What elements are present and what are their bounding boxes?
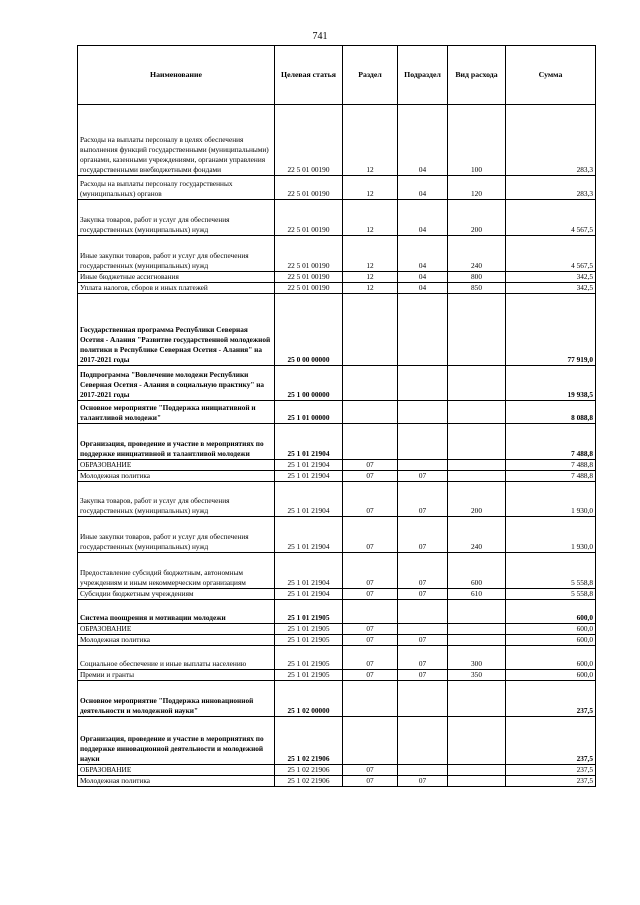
- cell-subsection: 07: [398, 553, 448, 589]
- cell-target-code: 25 1 01 21904: [275, 424, 343, 460]
- cell-expense-type: [448, 635, 506, 646]
- cell-section: 07: [343, 589, 398, 600]
- cell-expense-type: 200: [448, 482, 506, 517]
- cell-expense-type: [448, 776, 506, 787]
- cell-expense-type: [448, 294, 506, 366]
- table-row: [78, 471, 596, 482]
- cell-sum: 7 488,8: [506, 460, 596, 471]
- cell-target-code: 25 1 02 21906: [275, 776, 343, 787]
- cell-sum: 237,5: [506, 717, 596, 765]
- cell-section: 07: [343, 765, 398, 776]
- cell-sum: 600,0: [506, 646, 596, 670]
- page-number: 741: [312, 31, 328, 42]
- cell-sum: 8 088,8: [506, 401, 596, 424]
- cell-subsection: 07: [398, 635, 448, 646]
- table-row: [78, 776, 596, 787]
- cell-sum: 342,5: [506, 283, 596, 294]
- cell-expense-type: 240: [448, 236, 506, 272]
- cell-target-code: 22 5 01 00190: [275, 236, 343, 272]
- cell-target-code: 25 1 01 21904: [275, 460, 343, 471]
- table-row: [78, 294, 596, 366]
- cell-subsection: [398, 600, 448, 624]
- cell-expense-type: 800: [448, 272, 506, 283]
- budget-table: [77, 45, 596, 787]
- cell-subsection: 07: [398, 482, 448, 517]
- cell-subsection: 04: [398, 105, 448, 176]
- table-row: [78, 624, 596, 635]
- cell-sum: 4 567,5: [506, 236, 596, 272]
- table-row: [78, 236, 596, 272]
- cell-expense-type: [448, 600, 506, 624]
- cell-name: Молодежная политика: [78, 776, 275, 787]
- table-row: [78, 272, 596, 283]
- table-row: [78, 401, 596, 424]
- cell-target-code: 25 1 01 00000: [275, 401, 343, 424]
- cell-name: Молодежная политика: [78, 471, 275, 482]
- table-row: [78, 424, 596, 460]
- cell-expense-type: [448, 401, 506, 424]
- cell-section: 12: [343, 283, 398, 294]
- cell-name: Молодежная политика: [78, 635, 275, 646]
- table-row: [78, 553, 596, 589]
- table-row: [78, 200, 596, 236]
- table-row: [78, 517, 596, 553]
- cell-name: Закупка товаров, работ и услуг для обеспечения государственных (муниципальных) нужд: [78, 200, 275, 236]
- cell-sum: 7 488,8: [506, 424, 596, 460]
- cell-expense-type: 350: [448, 670, 506, 681]
- cell-expense-type: 850: [448, 283, 506, 294]
- cell-expense-type: 300: [448, 646, 506, 670]
- cell-section: [343, 424, 398, 460]
- cell-sum: 600,0: [506, 635, 596, 646]
- cell-section: [343, 294, 398, 366]
- table-row: [78, 482, 596, 517]
- cell-sum: 600,0: [506, 670, 596, 681]
- cell-name: Премии и гранты: [78, 670, 275, 681]
- cell-subsection: 07: [398, 589, 448, 600]
- header-section: Раздел: [343, 46, 398, 105]
- cell-subsection: [398, 401, 448, 424]
- cell-subsection: [398, 624, 448, 635]
- cell-expense-type: [448, 681, 506, 717]
- cell-sum: 600,0: [506, 624, 596, 635]
- cell-target-code: 25 1 01 21904: [275, 553, 343, 589]
- cell-target-code: 25 1 02 00000: [275, 681, 343, 717]
- cell-subsection: 07: [398, 646, 448, 670]
- table-row: [78, 646, 596, 670]
- cell-expense-type: 240: [448, 517, 506, 553]
- cell-sum: 283,3: [506, 105, 596, 176]
- cell-target-code: 25 1 01 21905: [275, 670, 343, 681]
- cell-subsection: 04: [398, 272, 448, 283]
- cell-expense-type: [448, 366, 506, 401]
- cell-name: ОБРАЗОВАНИЕ: [78, 624, 275, 635]
- cell-subsection: [398, 294, 448, 366]
- cell-name: Система поощрения и мотивации молодежи: [78, 600, 275, 624]
- cell-target-code: 22 5 01 00190: [275, 176, 343, 200]
- cell-section: 12: [343, 200, 398, 236]
- cell-sum: 283,3: [506, 176, 596, 200]
- cell-target-code: 25 1 01 21904: [275, 471, 343, 482]
- cell-section: 07: [343, 624, 398, 635]
- cell-name: ОБРАЗОВАНИЕ: [78, 765, 275, 776]
- cell-subsection: 07: [398, 670, 448, 681]
- cell-subsection: 07: [398, 471, 448, 482]
- cell-subsection: 07: [398, 776, 448, 787]
- cell-expense-type: 200: [448, 200, 506, 236]
- cell-sum: 1 930,0: [506, 482, 596, 517]
- cell-section: 07: [343, 670, 398, 681]
- cell-target-code: 25 1 00 00000: [275, 366, 343, 401]
- cell-target-code: 25 1 02 21906: [275, 717, 343, 765]
- cell-name: Основное мероприятие "Поддержка инновационной деятельности и молодежной науки": [78, 681, 275, 717]
- cell-expense-type: [448, 424, 506, 460]
- cell-name: Расходы на выплаты персоналу в целях обеспечения выполнения функций государственными (муниципальными) органами, казенными учреждениями, органами управления государственными внебюджетными фондами: [78, 105, 275, 176]
- cell-subsection: [398, 424, 448, 460]
- cell-target-code: 25 1 01 21905: [275, 600, 343, 624]
- cell-section: 07: [343, 635, 398, 646]
- cell-section: 12: [343, 236, 398, 272]
- cell-expense-type: 100: [448, 105, 506, 176]
- cell-sum: 77 919,0: [506, 294, 596, 366]
- cell-sum: 237,5: [506, 776, 596, 787]
- cell-subsection: 04: [398, 200, 448, 236]
- table-row: [78, 283, 596, 294]
- table-row: [78, 176, 596, 200]
- cell-section: 12: [343, 105, 398, 176]
- table-row: [78, 589, 596, 600]
- cell-expense-type: 120: [448, 176, 506, 200]
- cell-sum: 4 567,5: [506, 200, 596, 236]
- cell-target-code: 25 1 01 21905: [275, 646, 343, 670]
- cell-section: 12: [343, 176, 398, 200]
- cell-expense-type: [448, 460, 506, 471]
- cell-sum: 5 558,8: [506, 589, 596, 600]
- cell-name: Подпрограмма "Вовлечение молодежи Республики Северная Осетия - Алания в социальную практику" на 2017-2021 годы: [78, 366, 275, 401]
- cell-sum: 342,5: [506, 272, 596, 283]
- table-row: [78, 366, 596, 401]
- cell-section: 07: [343, 482, 398, 517]
- cell-name: Расходы на выплаты персоналу государственных (муниципальных) органов: [78, 176, 275, 200]
- cell-subsection: 04: [398, 283, 448, 294]
- cell-section: [343, 717, 398, 765]
- cell-name: Уплата налогов, сборов и иных платежей: [78, 283, 275, 294]
- cell-name: Государственная программа Республики Северная Осетия - Алания "Развитие государственной молодежной политики в Республике Северная Осетия - Алания" на 2017-2021 годы: [78, 294, 275, 366]
- cell-sum: 7 488,8: [506, 471, 596, 482]
- cell-name: Иные закупки товаров, работ и услуг для обеспечения государственных (муниципальных) нужд: [78, 517, 275, 553]
- cell-sum: 5 558,8: [506, 553, 596, 589]
- cell-name: Предоставление субсидий бюджетным, автономным учреждениям и иным некоммерческим организациям: [78, 553, 275, 589]
- cell-target-code: 25 1 01 21904: [275, 517, 343, 553]
- cell-section: 07: [343, 517, 398, 553]
- table-row: [78, 670, 596, 681]
- cell-target-code: 25 0 00 00000: [275, 294, 343, 366]
- cell-target-code: 25 1 01 21905: [275, 635, 343, 646]
- cell-section: 07: [343, 553, 398, 589]
- cell-name: ОБРАЗОВАНИЕ: [78, 460, 275, 471]
- header-name: Наименование: [78, 46, 275, 105]
- cell-target-code: 25 1 01 21905: [275, 624, 343, 635]
- cell-section: 07: [343, 646, 398, 670]
- cell-name: Организация, проведение и участие в мероприятиях по поддержке инновационной деятельности и молодежной науки: [78, 717, 275, 765]
- cell-subsection: 07: [398, 517, 448, 553]
- cell-target-code: 22 5 01 00190: [275, 105, 343, 176]
- cell-section: 07: [343, 460, 398, 471]
- cell-name: Закупка товаров, работ и услуг для обеспечения государственных (муниципальных) нужд: [78, 482, 275, 517]
- cell-target-code: 25 1 01 21904: [275, 589, 343, 600]
- cell-subsection: [398, 681, 448, 717]
- cell-name: Основное мероприятие "Поддержка инициативной и талантливой молодежи": [78, 401, 275, 424]
- cell-section: [343, 401, 398, 424]
- cell-section: 07: [343, 776, 398, 787]
- table-row: [78, 717, 596, 765]
- table-row: [78, 105, 596, 176]
- cell-name: Субсидии бюджетным учреждениям: [78, 589, 275, 600]
- header-sum: Сумма: [506, 46, 596, 105]
- cell-subsection: 04: [398, 236, 448, 272]
- table-row: [78, 460, 596, 471]
- cell-name: Социальное обеспечение и иные выплаты населению: [78, 646, 275, 670]
- cell-name: Организация, проведение и участие в мероприятиях по поддержке инициативной и талантливой молодежи: [78, 424, 275, 460]
- cell-subsection: 04: [398, 176, 448, 200]
- header-expense-type: Вид расхода: [448, 46, 506, 105]
- cell-target-code: 25 1 01 21904: [275, 482, 343, 517]
- cell-expense-type: [448, 471, 506, 482]
- cell-expense-type: [448, 717, 506, 765]
- cell-expense-type: [448, 765, 506, 776]
- cell-sum: 237,5: [506, 765, 596, 776]
- cell-section: [343, 681, 398, 717]
- cell-sum: 1 930,0: [506, 517, 596, 553]
- cell-sum: 19 938,5: [506, 366, 596, 401]
- cell-expense-type: 610: [448, 589, 506, 600]
- cell-name: Иные закупки товаров, работ и услуг для обеспечения государственных (муниципальных) нужд: [78, 236, 275, 272]
- cell-subsection: [398, 366, 448, 401]
- cell-section: [343, 600, 398, 624]
- header-subsection: Подраздел: [398, 46, 448, 105]
- cell-section: [343, 366, 398, 401]
- cell-section: 07: [343, 471, 398, 482]
- cell-expense-type: [448, 624, 506, 635]
- table-row: [78, 635, 596, 646]
- table-row: [78, 765, 596, 776]
- table-row: [78, 600, 596, 624]
- cell-subsection: [398, 765, 448, 776]
- cell-target-code: 22 5 01 00190: [275, 200, 343, 236]
- table-row: [78, 681, 596, 717]
- cell-expense-type: 600: [448, 553, 506, 589]
- cell-target-code: 22 5 01 00190: [275, 272, 343, 283]
- cell-name: Иные бюджетные ассигнования: [78, 272, 275, 283]
- cell-target-code: 22 5 01 00190: [275, 283, 343, 294]
- cell-sum: 600,0: [506, 600, 596, 624]
- cell-section: 12: [343, 272, 398, 283]
- cell-sum: 237,5: [506, 681, 596, 717]
- header-target: Целевая статья: [275, 46, 343, 105]
- cell-subsection: [398, 460, 448, 471]
- table-header-row: [78, 46, 596, 105]
- cell-target-code: 25 1 02 21906: [275, 765, 343, 776]
- cell-subsection: [398, 717, 448, 765]
